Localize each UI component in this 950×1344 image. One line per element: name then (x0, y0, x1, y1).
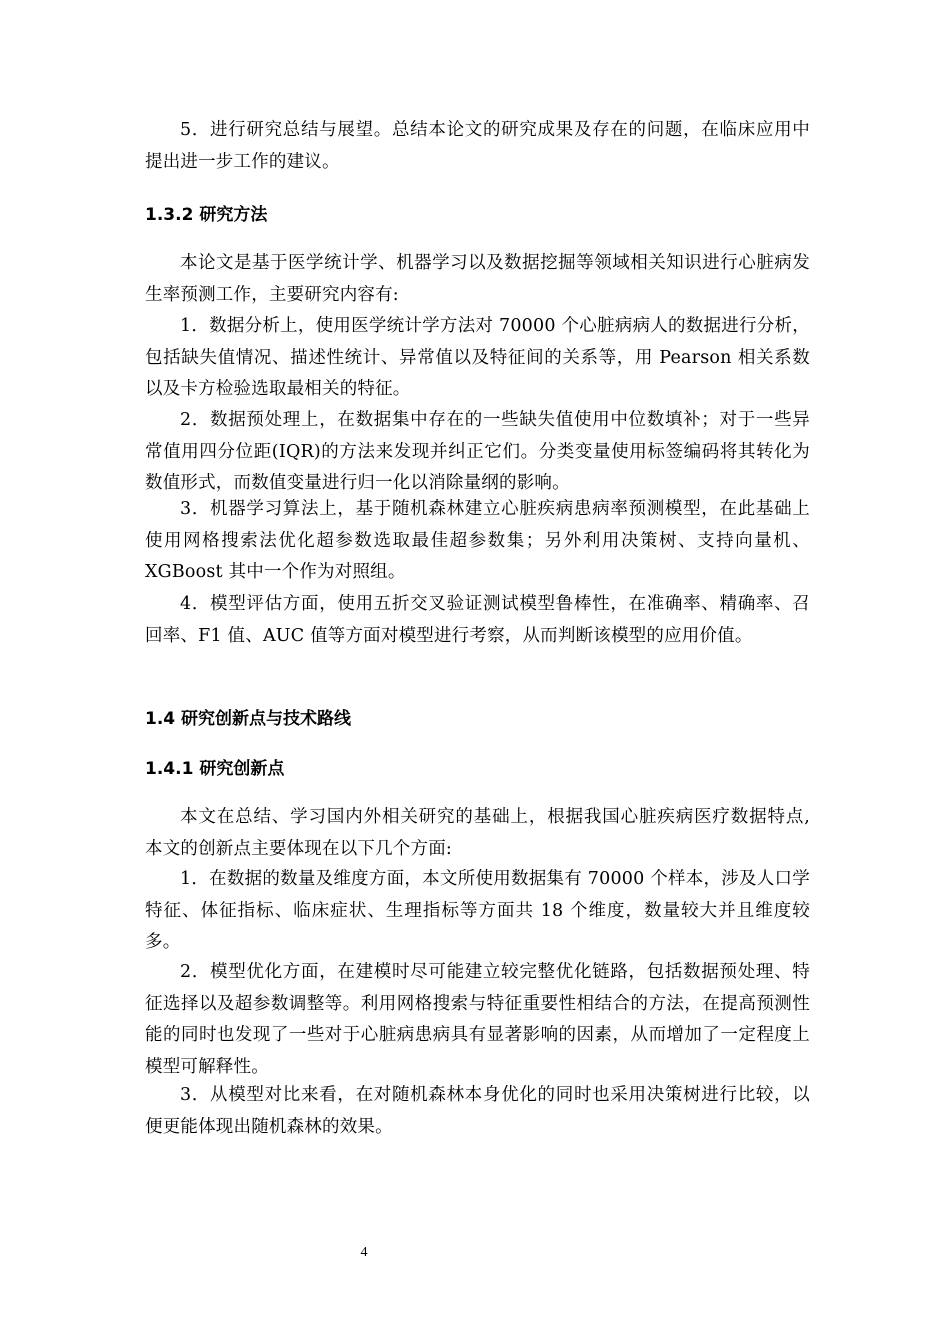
paragraph-method-ml-algorithm: 3．机器学习算法上，基于随机森林建立心脏疾病患病率预测模型，在此基础上使用网格搜索法优化超参数选取最佳超参数集；另外利用决策树、支持向量机、XGBoost 其中一个作为对照组。 (145, 499, 810, 582)
page-number: 4 (360, 1245, 368, 1260)
paragraph-method-preprocessing: 2．数据预处理上，在数据集中存在的一些缺失值使用中位数填补；对于一些异常值用四分位距(IQR)的方法来发现并纠正它们。分类变量使用标签编码将其转化为数值形式，而数值变量进行归一化以消除量纲的影响。 (145, 410, 810, 493)
section-heading-1-3-2: 1.3.2 研究方法 (145, 205, 268, 225)
paragraph-innovation-comparison: 3．从模型对比来看，在对随机森林本身优化的同时也采用决策树进行比较，以便更能体现出随机森林的效果。 (145, 1085, 810, 1137)
paragraph-summary-outlook: 5．进行研究总结与展望。总结本论文的研究成果及存在的问题，在临床应用中提出进一步工作的建议。 (145, 120, 810, 172)
paragraph-method-evaluation: 4．模型评估方面，使用五折交叉验证测试模型鲁棒性，在准确率、精确率、召回率、F1 值、AUC 值等方面对模型进行考察，从而判断该模型的应用价值。 (145, 594, 810, 646)
paragraph-innovation-data: 1．在数据的数量及维度方面，本文所使用数据集有 70000 个样本，涉及人口学特征、体征指标、临床症状、生理指标等方面共 18 个维度，数量较大并且维度较多。 (145, 869, 810, 952)
section-heading-1-4: 1.4 研究创新点与技术路线 (145, 709, 352, 729)
paragraph-method-data-analysis: 1．数据分析上，使用医学统计学方法对 70000 个心脏病病人的数据进行分析，包括缺失值情况、描述性统计、异常值以及特征间的关系等，用 Pearson 相关系数以及卡方检验选取最相关的特征。 (145, 316, 810, 399)
paragraph-methods-intro: 本论文是基于医学统计学、机器学习以及数据挖掘等领域相关知识进行心脏病发生率预测工作，主要研究内容有: (145, 253, 810, 305)
paragraph-innovation-optimization: 2．模型优化方面，在建模时尽可能建立较完整优化链路，包括数据预处理、特征选择以及超参数调整等。利用网格搜索与特征重要性相结合的方法，在提高预测性能的同时也发现了一些对于心脏病患病具有显著影响的因素，从而增加了一定程度上模型可解释性。 (145, 962, 810, 1077)
section-heading-1-4-1: 1.4.1 研究创新点 (145, 759, 285, 779)
paragraph-innovation-intro: 本文在总结、学习国内外相关研究的基础上，根据我国心脏疾病医疗数据特点, 本文的创新点主要体现在以下几个方面: (145, 807, 810, 859)
